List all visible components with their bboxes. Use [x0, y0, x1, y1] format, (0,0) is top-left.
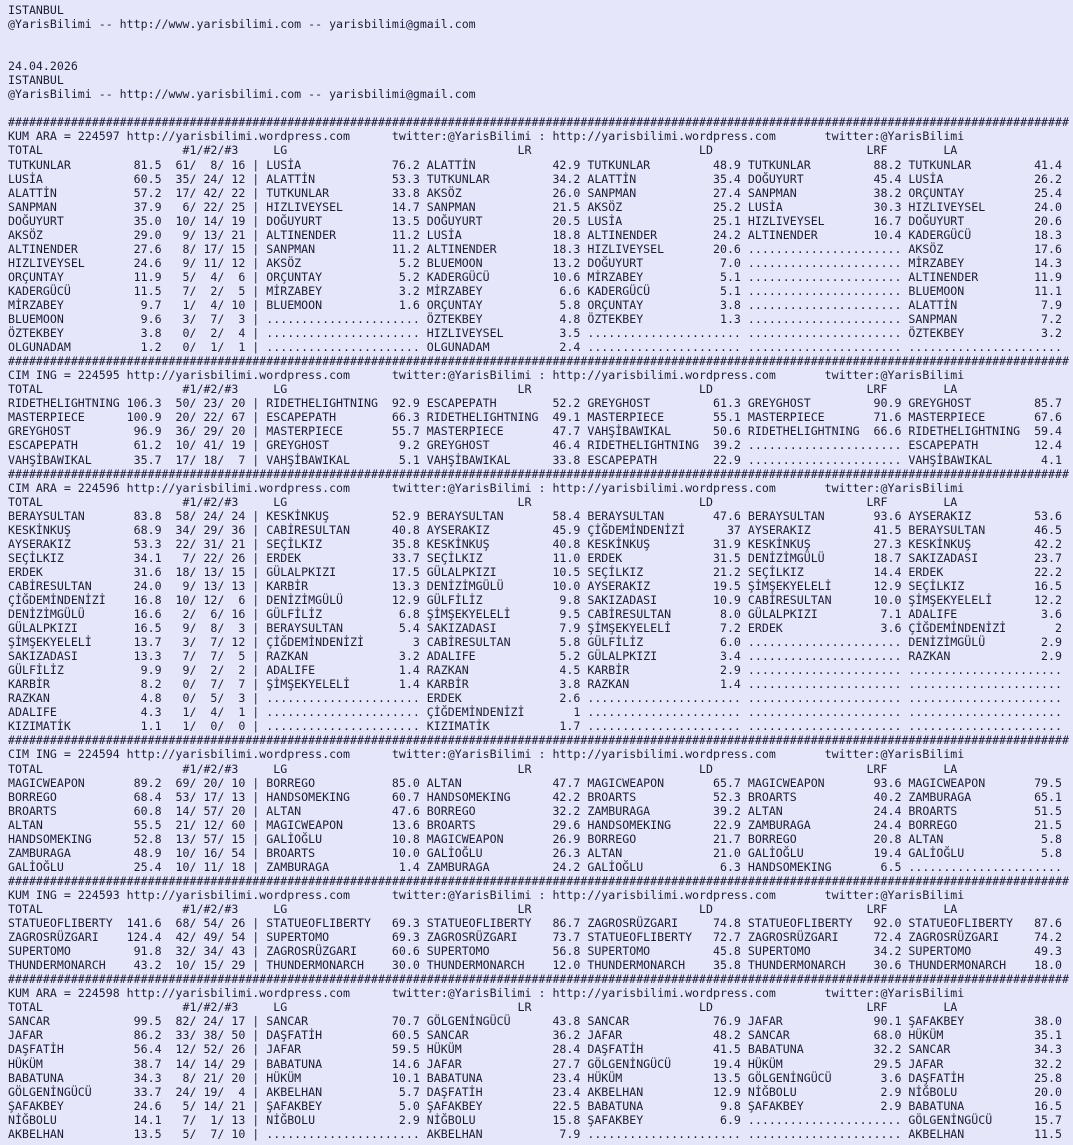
section-title-line: CIM ING = 224595 http://yarisbilimi.wordpress.com twitter:@YarisBilimi : http://yarisbilimi.wordpress.com twitter:@YarisBilimi: [8, 368, 965, 383]
table-row: ÇİĞDEMİNDENİZİ 16.8 10/ 12/ 6 | DENİZİMGÜLÜ 12.9 GÜLFİLİZ 9.8 SAKIZADASI 10.9 CABİRESULTAN 10.0 ŞİMŞEKYELELİ 12.2: [8, 592, 1062, 607]
table-row: KARBİR 8.2 0/ 7/ 7 | ŞİMŞEKYELELİ 1.4 KARBİR 3.8 RAZKAN 1.4 ...................... ......................: [8, 677, 1062, 692]
separator-line: ########################################################################################################################################################: [8, 972, 1069, 987]
separator-line: ########################################################################################################################################################: [8, 733, 1069, 748]
section-title-line: KUM ARA = 224598 http://yarisbilimi.wordpress.com twitter:@YarisBilimi : http://yarisbilimi.wordpress.com twitter:@YarisBilimi: [8, 986, 965, 1001]
table-row: LUSİA 60.5 35/ 24/ 12 | ALATTİN 53.3 TUTKUNLAR 34.2 ALATTİN 35.4 DOĞUYURT 45.4 LUSİA 26.2: [8, 171, 1062, 186]
section-title-line: KUM ARA = 224597 http://yarisbilimi.wordpress.com twitter:@YarisBilimi : http://yarisbilimi.wordpress.com twitter:@YarisBilimi: [8, 129, 965, 144]
table-row: BERAYSULTAN 83.8 58/ 24/ 24 | KESKİNKUŞ 52.9 BERAYSULTAN 58.4 BERAYSULTAN 47.6 BERAYSULTAN 93.6 AYSERAKIZ 53.6: [8, 508, 1062, 523]
table-row: OLGUNADAM 1.2 0/ 1/ 1 | ...................... OLGUNADAM 2.4 ...................... ...................... ......................: [8, 340, 1062, 355]
column-header-line: TOTAL #1/#2/#3 LG LR LD LRF LA: [8, 902, 958, 916]
city-line: ISTANBUL: [8, 3, 64, 17]
section-title-line: KUM ING = 224593 http://yarisbilimi.wordpress.com twitter:@YarisBilimi : http://yarisbilimi.wordpress.com twitter:@YarisBilimi: [8, 887, 965, 902]
table-row: GALİOĞLU 25.4 10/ 11/ 18 | ZAMBURAGA 1.4 ZAMBURAGA 24.2 GALİOĞLU 6.3 HANDSOMEKING 6.5 ......................: [8, 859, 1062, 874]
table-row: ALTINENDER 27.6 8/ 17/ 15 | SANPMAN 11.2 ALTINENDER 18.3 HIZLIVEYSEL 20.6 ...................... AKSÖZ 17.6: [8, 241, 1062, 256]
table-row: SANPMAN 37.9 6/ 22/ 25 | HIZLIVEYSEL 14.7 SANPMAN 21.5 AKSÖZ 25.2 LUSİA 30.3 HIZLIVEYSEL 24.0: [8, 199, 1062, 214]
table-row: ZAGROSRÜZGARI 124.4 42/ 49/ 54 | SUPERTOMO 69.3 ZAGROSRÜZGARI 73.7 STATUEOFLIBERTY 72.7 ZAGROSRÜZGARI 72.4 ZAGROSRÜZGARI 74.2: [8, 930, 1062, 945]
table-row: GÜLFİLİZ 9.9 9/ 2/ 2 | ADALIFE 1.4 RAZKAN 4.5 KARBİR 2.9 ...................... ......................: [8, 663, 1062, 678]
table-row: AKSÖZ 29.0 9/ 13/ 21 | ALTINENDER 11.2 LUSİA 18.8 ALTINENDER 24.2 ALTINENDER 10.4 KADERGÜCÜ 18.3: [8, 227, 1062, 242]
table-row: THUNDERMONARCH 43.2 10/ 15/ 29 | THUNDERMONARCH 30.0 THUNDERMONARCH 12.0 THUNDERMONARCH 35.8 THUNDERMONARCH 30.6 THUNDERMONARCH 18.0: [8, 958, 1062, 973]
table-row: BABATUNA 34.3 8/ 21/ 20 | HÜKÜM 10.1 BABATUNA 23.4 HÜKÜM 13.5 GÖLGENİNGÜCÜ 3.6 DAŞFATİH 25.8: [8, 1070, 1062, 1085]
table-row: MİRZABEY 9.7 1/ 4/ 10 | BLUEMOON 1.6 ORÇUNTAY 5.8 ORÇUNTAY 3.8 ...................... ALATTİN 7.9: [8, 297, 1062, 312]
table-row: JAFAR 86.2 33/ 38/ 50 | DAŞFATİH 60.5 SANCAR 36.2 JAFAR 48.2 SANCAR 68.0 HÜKÜM 35.1: [8, 1028, 1062, 1043]
column-header-line: TOTAL #1/#2/#3 LG LR LD LRF LA: [8, 761, 958, 776]
blank-line: [8, 45, 1073, 59]
table-row: GREYGHOST 96.9 36/ 29/ 20 | MASTERPIECE 55.7 MASTERPIECE 47.7 VAHŞİBAWIKAL 50.6 RIDETHELIGHTNING 66.6 RIDETHELIGHTNING 59.4: [8, 424, 1062, 439]
table-row: AYSERAKIZ 53.3 22/ 31/ 21 | SEÇİLKIZ 35.8 KESKİNKUŞ 40.8 KESKİNKUŞ 31.9 KESKİNKUŞ 27.3 KESKİNKUŞ 42.2: [8, 536, 1062, 551]
column-header-line: TOTAL #1/#2/#3 LG LR LD LRF LA: [8, 382, 958, 397]
table-row: SAKIZADASI 13.3 7/ 7/ 5 | RAZKAN 3.2 ADALIFE 5.2 GÜLALPKIZI 3.4 ...................... RAZKAN 2.9: [8, 649, 1062, 664]
table-row: GÜLALPKIZI 16.5 9/ 8/ 3 | BERAYSULTAN 5.4 SAKIZADASI 7.9 ŞİMŞEKYELELİ 7.2 ERDEK 3.6 ÇİĞDEMİNDENİZİ 2: [8, 621, 1062, 636]
table-row: MASTERPIECE 100.9 20/ 22/ 67 | ESCAPEPATH 66.3 RIDETHELIGHTNING 49.1 MASTERPIECE 55.1 MASTERPIECE 71.6 MASTERPIECE 67.6: [8, 410, 1062, 425]
table-row: MAGICWEAPON 89.2 69/ 20/ 10 | BORREGO 85.0 ALTAN 47.7 MAGICWEAPON 65.7 MAGICWEAPON 93.6 MAGICWEAPON 79.5: [8, 775, 1062, 790]
column-header-line: TOTAL #1/#2/#3 LG LR LD LRF LA: [8, 1000, 958, 1015]
table-row: ORÇUNTAY 11.9 5/ 4/ 6 | ORÇUNTAY 5.2 KADERGÜCÜ 10.6 MİRZABEY 5.1 ...................... ALTINENDER 11.9: [8, 269, 1062, 284]
table-row: HANDSOMEKING 52.8 13/ 57/ 15 | GALİOĞLU 10.8 MAGICWEAPON 26.9 BORREGO 21.7 BORREGO 20.8 ALTAN 5.8: [8, 831, 1062, 846]
table-row: ŞAFAKBEY 24.6 5/ 14/ 21 | ŞAFAKBEY 5.0 ŞAFAKBEY 22.5 BABATUNA 9.8 ŞAFAKBEY 2.9 BABATUNA 16.5: [8, 1098, 1062, 1113]
byline-line: @YarisBilimi -- http://www.yarisbilimi.com -- yarisbilimi@gmail.com: [8, 17, 476, 32]
table-row: SEÇİLKIZ 34.1 7/ 22/ 26 | ERDEK 33.7 SEÇİLKIZ 11.0 ERDEK 31.5 DENİZİMGÜLÜ 18.7 SAKIZADASI 23.7: [8, 550, 1062, 565]
byline-line-2: @YarisBilimi -- http://www.yarisbilimi.com -- yarisbilimi@gmail.com: [8, 87, 476, 102]
separator-line: ########################################################################################################################################################: [8, 115, 1069, 130]
table-row: BLUEMOON 9.6 3/ 7/ 3 | ...................... ÖZTEKBEY 4.8 ÖZTEKBEY 1.3 ...................... SANPMAN 7.2: [8, 312, 1062, 327]
table-row: KADERGÜCÜ 11.5 7/ 2/ 5 | MİRZABEY 3.2 MİRZABEY 6.6 KADERGÜCÜ 5.1 ...................... BLUEMOON 11.1: [8, 283, 1062, 298]
table-row: GÖLGENİNGÜCÜ 33.7 24/ 19/ 4 | AKBELHAN 5.7 DAŞFATİH 23.4 AKBELHAN 12.9 NİĞBOLU 2.9 NİĞBOLU 20.0: [8, 1084, 1062, 1099]
table-row: NİĞBOLU 14.1 7/ 1/ 13 | NİĞBOLU 2.9 NİĞBOLU 15.8 ŞAFAKBEY 6.9 ...................... GÖLGENİNGÜCÜ 15.7: [8, 1112, 1062, 1127]
table-row: RAZKAN 4.8 0/ 5/ 3 | ...................... ERDEK 2.6 ...................... ...................... ......................: [8, 691, 1062, 706]
table-row: ALATTİN 57.2 17/ 42/ 22 | TUTKUNLAR 33.8 AKSÖZ 26.0 SANPMAN 27.4 SANPMAN 38.2 ORÇUNTAY 25.4: [8, 185, 1062, 200]
table-row: KESKİNKUŞ 68.9 34/ 29/ 36 | CABİRESULTAN 40.8 AYSERAKIZ 45.9 ÇİĞDEMİNDENİZİ 37 AYSERAKIZ 41.5 BERAYSULTAN 46.5: [8, 522, 1062, 537]
blank-line: [8, 101, 1073, 115]
race-sections: [8, 115, 1073, 1140]
table-row: DAŞFATİH 56.4 12/ 52/ 26 | JAFAR 59.5 HÜKÜM 28.4 DAŞFATİH 41.5 BABATUNA 32.2 SANCAR 34.3: [8, 1042, 1062, 1057]
table-row: ÖZTEKBEY 3.8 0/ 2/ 4 | ...................... HIZLIVEYSEL 3.5 ...................... ...................... ÖZTEKBEY 3.2: [8, 326, 1062, 341]
section-title-line: CIM ING = 224594 http://yarisbilimi.wordpress.com twitter:@YarisBilimi : http://yarisbilimi.wordpress.com twitter:@YarisBilimi: [8, 747, 965, 762]
table-row: ESCAPEPATH 61.2 10/ 41/ 19 | GREYGHOST 9.2 GREYGHOST 46.4 RIDETHELIGHTNING 39.2 ...................... ESCAPEPATH 12.4: [8, 438, 1062, 453]
table-row: DOĞUYURT 35.0 10/ 14/ 19 | DOĞUYURT 13.5 DOĞUYURT 20.5 LUSİA 25.1 HIZLIVEYSEL 16.7 DOĞUYURT 20.6: [8, 213, 1062, 228]
separator-line: ########################################################################################################################################################: [8, 354, 1069, 369]
column-header-line: TOTAL #1/#2/#3 LG LR LD LRF LA: [8, 143, 958, 158]
table-row: DENİZİMGÜLÜ 16.6 2/ 6/ 16 | GÜLFİLİZ 6.8 ŞİMŞEKYELELİ 9.5 CABİRESULTAN 8.0 GÜLALPKIZI 7.1 ADALIFE 3.6: [8, 607, 1062, 622]
table-row: TUTKUNLAR 81.5 61/ 8/ 16 | LUSİA 76.2 ALATTİN 42.9 TUTKUNLAR 48.9 TUTKUNLAR 88.2 TUTKUNLAR 41.4: [8, 157, 1062, 172]
table-row: VAHŞİBAWIKAL 35.7 17/ 18/ 7 | VAHŞİBAWIKAL 5.1 VAHŞİBAWIKAL 33.8 ESCAPEPATH 22.9 ...................... VAHŞİBAWIKAL 4.1: [8, 452, 1062, 467]
table-row: SUPERTOMO 91.8 32/ 34/ 43 | ZAGROSRÜZGARI 60.6 SUPERTOMO 56.8 SUPERTOMO 45.8 SUPERTOMO 34.2 SUPERTOMO 49.3: [8, 944, 1062, 959]
table-row: RIDETHELIGHTNING 106.3 50/ 23/ 20 | RIDETHELIGHTNING 92.9 ESCAPEPATH 52.2 GREYGHOST 61.3 GREYGHOST 90.9 GREYGHOST 85.7: [8, 396, 1062, 411]
section-title-line: CIM ARA = 224596 http://yarisbilimi.wordpress.com twitter:@YarisBilimi : http://yarisbilimi.wordpress.com twitter:@YarisBilimi: [8, 480, 965, 495]
table-row: BORREGO 68.4 53/ 17/ 13 | HANDSOMEKING 60.7 HANDSOMEKING 42.2 BROARTS 52.3 BROARTS 40.2 ZAMBURAGA 65.1: [8, 789, 1062, 804]
city-line-2: ISTANBUL: [8, 73, 64, 88]
table-row: KIZIMATİK 1.1 1/ 0/ 0 | ...................... KIZIMATİK 1.7 ...................... ...................... ......................: [8, 719, 1062, 734]
table-row: HÜKÜM 38.7 14/ 14/ 29 | BABATUNA 14.6 JAFAR 27.7 GÖLGENİNGÜCÜ 19.4 HÜKÜM 29.5 JAFAR 32.2: [8, 1056, 1062, 1071]
table-row: AKBELHAN 13.5 5/ 7/ 10 | ...................... AKBELHAN 7.9 ...................... ...................... AKBELHAN 11.5: [8, 1126, 1062, 1141]
table-row: HIZLIVEYSEL 24.6 9/ 11/ 12 | AKSÖZ 5.2 BLUEMOON 13.2 DOĞUYURT 7.0 ...................... MİRZABEY 14.3: [8, 255, 1062, 270]
separator-line: ########################################################################################################################################################: [8, 873, 1069, 888]
blank-line: [8, 31, 1073, 45]
table-row: ALTAN 55.5 21/ 12/ 60 | MAGICWEAPON 13.6 BROARTS 29.6 HANDSOMEKING 22.9 ZAMBURAGA 24.4 BORREGO 21.5: [8, 817, 1062, 832]
table-row: CABİRESULTAN 24.0 9/ 13/ 13 | KARBİR 13.3 DENİZİMGÜLÜ 10.0 AYSERAKIZ 19.5 ŞİMŞEKYELELİ 12.9 SEÇİLKIZ 16.5: [8, 578, 1062, 593]
separator-line: ########################################################################################################################################################: [8, 466, 1069, 481]
date-line: 24.04.2026: [8, 59, 78, 74]
table-row: ERDEK 31.6 18/ 13/ 15 | GÜLALPKIZI 17.5 GÜLALPKIZI 10.5 SEÇİLKIZ 21.2 SEÇİLKIZ 14.4 ERDEK 22.2: [8, 564, 1062, 579]
table-row: ŞİMŞEKYELELİ 13.7 3/ 7/ 12 | ÇİĞDEMİNDENİZİ 3 CABİRESULTAN 5.8 GÜLFİLİZ 6.0 ...................... DENİZİMGÜLÜ 2.9: [8, 635, 1062, 650]
table-row: BROARTS 60.8 14/ 57/ 20 | ALTAN 47.6 BORREGO 32.2 ZAMBURAGA 39.2 ALTAN 24.4 BROARTS 51.5: [8, 803, 1062, 818]
table-row: ADALIFE 4.3 1/ 4/ 1 | ...................... ÇİĞDEMİNDENİZİ 1 ...................... ...................... ......................: [8, 705, 1062, 720]
table-row: STATUEOFLIBERTY 141.6 68/ 54/ 26 | STATUEOFLIBERTY 69.3 STATUEOFLIBERTY 86.7 ZAGROSRÜZGARI 74.8 STATUEOFLIBERTY 92.0 STATUEOFLIBERTY 87.6: [8, 916, 1062, 931]
table-row: SANCAR 99.5 82/ 24/ 17 | SANCAR 70.7 GÖLGENİNGÜCÜ 43.8 SANCAR 76.9 JAFAR 90.1 ŞAFAKBEY 38.0: [8, 1014, 1062, 1029]
column-header-line: TOTAL #1/#2/#3 LG LR LD LRF LA: [8, 494, 958, 509]
table-row: ZAMBURAGA 48.9 10/ 16/ 54 | BROARTS 10.0 GALİOĞLU 26.3 ALTAN 21.0 GALİOĞLU 19.4 GALİOĞLU 5.8: [8, 845, 1062, 860]
